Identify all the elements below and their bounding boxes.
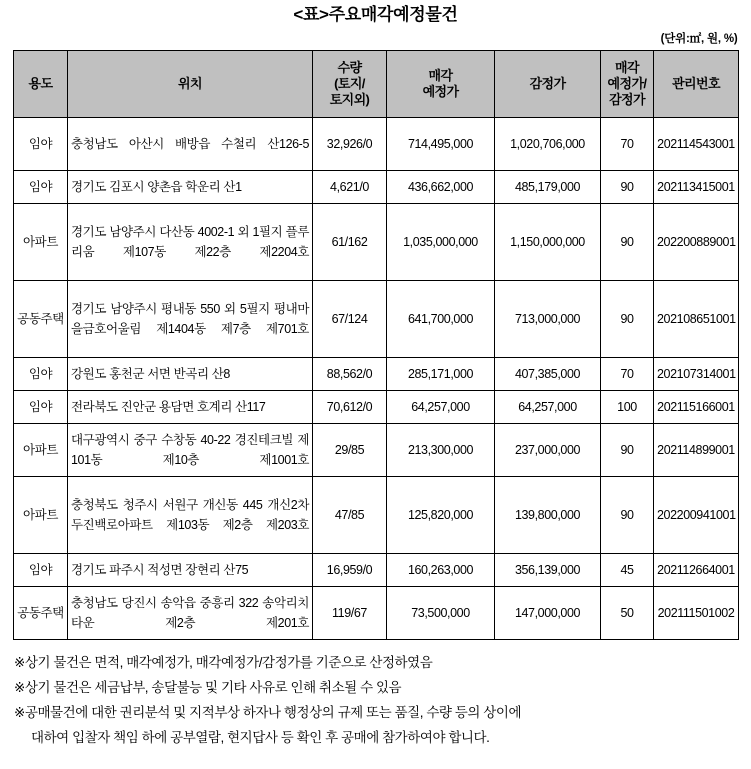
column-header-mgmt-no — [654, 51, 739, 118]
cell-mgmt-no: 202114899001 — [654, 424, 739, 477]
column-header-sale-price-line2: 예정가 — [422, 84, 459, 99]
cell-sale-price: 64,257,000 — [387, 391, 495, 424]
table-row — [14, 554, 739, 587]
cell-appraised: 485,179,000 — [495, 171, 601, 204]
cell-mgmt-no: 202107314001 — [654, 358, 739, 391]
table-row — [14, 587, 739, 640]
cell-use: 임야 — [14, 554, 68, 587]
cell-quantity: 61/162 — [313, 204, 387, 281]
cell-ratio: 90 — [601, 171, 654, 204]
cell-appraised: 713,000,000 — [495, 281, 601, 358]
cell-mgmt-no: 202115166001 — [654, 391, 739, 424]
cell-mgmt-no: 202113415001 — [654, 171, 739, 204]
cell-ratio: 90 — [601, 477, 654, 554]
cell-quantity: 47/85 — [313, 477, 387, 554]
footnotes — [10, 650, 741, 750]
cell-use: 공동주택 — [14, 281, 68, 358]
cell-use: 임야 — [14, 358, 68, 391]
cell-mgmt-no: 202112664001 — [654, 554, 739, 587]
cell-mgmt-no: 202108651001 — [654, 281, 739, 358]
cell-sale-price: 125,820,000 — [387, 477, 495, 554]
column-header-appraised — [495, 51, 601, 118]
cell-ratio: 90 — [601, 281, 654, 358]
table-row — [14, 281, 739, 358]
cell-appraised: 407,385,000 — [495, 358, 601, 391]
cell-sale-price: 714,495,000 — [387, 118, 495, 171]
column-header-quantity-line3: 토지외) — [329, 92, 370, 107]
cell-mgmt-no: 202111501002 — [654, 587, 739, 640]
cell-use: 임야 — [14, 118, 68, 171]
cell-quantity: 32,926/0 — [313, 118, 387, 171]
cell-mgmt-no: 202114543001 — [654, 118, 739, 171]
cell-sale-price: 436,662,000 — [387, 171, 495, 204]
cell-location: 경기도 남양주시 평내동 550 외 5필지 평내마을금호어울림 제1404동 제7층 제701호 — [68, 281, 313, 358]
unit-note: (단위:㎡, 원, %) — [660, 33, 738, 45]
cell-use: 아파트 — [14, 424, 68, 477]
cell-ratio: 70 — [601, 358, 654, 391]
column-header-ratio-line1: 매각 — [615, 60, 639, 75]
footnote-item — [14, 675, 741, 700]
cell-mgmt-no: 202200889001 — [654, 204, 739, 281]
table-body — [14, 118, 739, 640]
cell-sale-price: 213,300,000 — [387, 424, 495, 477]
cell-location: 강원도 홍천군 서면 반곡리 산8 — [68, 358, 313, 391]
footnote-continuation: 대하여 입찰자 책임 하에 공부열람, 현지답사 등 확인 후 공매에 참가하여야 합니다. — [31, 730, 490, 745]
cell-ratio: 45 — [601, 554, 654, 587]
auction-listing-table — [13, 50, 739, 640]
column-header-use — [14, 51, 68, 118]
cell-appraised: 1,150,000,000 — [495, 204, 601, 281]
cell-sale-price: 1,035,000,000 — [387, 204, 495, 281]
page-title: <표>주요매각예정물건 — [293, 5, 458, 24]
cell-location: 경기도 파주시 적성면 장현리 산75 — [68, 554, 313, 587]
header-row — [14, 51, 739, 118]
column-header-ratio-line3: 감정가 — [609, 92, 645, 107]
column-header-ratio — [601, 51, 654, 118]
table-container — [13, 50, 738, 640]
cell-use: 아파트 — [14, 477, 68, 554]
cell-ratio: 90 — [601, 204, 654, 281]
table-row — [14, 358, 739, 391]
table-row — [14, 477, 739, 554]
cell-ratio: 100 — [601, 391, 654, 424]
cell-appraised: 237,000,000 — [495, 424, 601, 477]
cell-ratio: 90 — [601, 424, 654, 477]
column-header-appraised-label: 감정가 — [529, 76, 566, 91]
cell-use: 임야 — [14, 391, 68, 424]
cell-sale-price: 73,500,000 — [387, 587, 495, 640]
cell-appraised: 139,800,000 — [495, 477, 601, 554]
cell-quantity: 4,621/0 — [313, 171, 387, 204]
column-header-quantity-line2: (토지/ — [334, 76, 365, 91]
footnote-text: 공매물건에 대한 권리분석 및 지적부상 하자나 행정상의 규제 또는 품질, 수량 등의 상이에 — [24, 705, 522, 720]
footnote-mark: ※ — [14, 680, 25, 695]
column-header-quantity — [313, 51, 387, 118]
footnote-item — [14, 700, 741, 750]
cell-sale-price: 285,171,000 — [387, 358, 495, 391]
column-header-mgmt-no-label: 관리번호 — [672, 76, 720, 91]
cell-quantity: 70,612/0 — [313, 391, 387, 424]
column-header-use-label: 용도 — [28, 76, 53, 91]
cell-location: 대구광역시 중구 수창동 40-22 경진테크빌 제101동 제10층 제1001호 — [68, 424, 313, 477]
cell-location: 충청남도 아산시 배방읍 수철리 산126-5 — [68, 118, 313, 171]
table-row — [14, 118, 739, 171]
cell-ratio: 50 — [601, 587, 654, 640]
footnote-mark: ※ — [14, 705, 25, 720]
cell-quantity: 119/67 — [313, 587, 387, 640]
table-header — [14, 51, 739, 118]
cell-location: 경기도 김포시 양촌읍 학운리 산1 — [68, 171, 313, 204]
cell-quantity: 16,959/0 — [313, 554, 387, 587]
footnote-item — [14, 650, 741, 675]
table-row — [14, 424, 739, 477]
cell-appraised: 1,020,706,000 — [495, 118, 601, 171]
cell-location: 전라북도 진안군 용담면 호계리 산117 — [68, 391, 313, 424]
cell-use: 아파트 — [14, 204, 68, 281]
column-header-quantity-line1: 수량 — [337, 60, 362, 75]
column-header-ratio-line2: 예정가/ — [607, 76, 647, 91]
footnote-mark: ※ — [14, 655, 25, 670]
column-header-location — [68, 51, 313, 118]
cell-location: 충청남도 당진시 송악읍 중흥리 322 송악리치타운 제2층 제201호 — [68, 587, 313, 640]
column-header-sale-price — [387, 51, 495, 118]
cell-location: 경기도 남양주시 다산동 4002-1 외 1필지 플루리움 제107동 제22층 제2204호 — [68, 204, 313, 281]
cell-appraised: 147,000,000 — [495, 587, 601, 640]
footnote-text: 상기 물건은 면적, 매각예정가, 매각예정가/감정가를 기준으로 산정하였음 — [24, 655, 433, 670]
cell-quantity: 88,562/0 — [313, 358, 387, 391]
table-row — [14, 391, 739, 424]
cell-ratio: 70 — [601, 118, 654, 171]
cell-use: 공동주택 — [14, 587, 68, 640]
cell-use: 임야 — [14, 171, 68, 204]
cell-quantity: 67/124 — [313, 281, 387, 358]
column-header-location-label: 위치 — [178, 76, 202, 91]
table-row — [14, 204, 739, 281]
cell-appraised: 64,257,000 — [495, 391, 601, 424]
cell-appraised: 356,139,000 — [495, 554, 601, 587]
column-header-sale-price-line1: 매각 — [428, 68, 453, 83]
cell-sale-price: 641,700,000 — [387, 281, 495, 358]
footnote-text: 상기 물건은 세금납부, 송달불능 및 기타 사유로 인해 취소될 수 있음 — [24, 680, 402, 695]
cell-location: 충청북도 청주시 서원구 개신동 445 개신2차두진백로아파트 제103동 제2층 제203호 — [68, 477, 313, 554]
cell-mgmt-no: 202200941001 — [654, 477, 739, 554]
cell-quantity: 29/85 — [313, 424, 387, 477]
table-row — [14, 171, 739, 204]
cell-sale-price: 160,263,000 — [387, 554, 495, 587]
